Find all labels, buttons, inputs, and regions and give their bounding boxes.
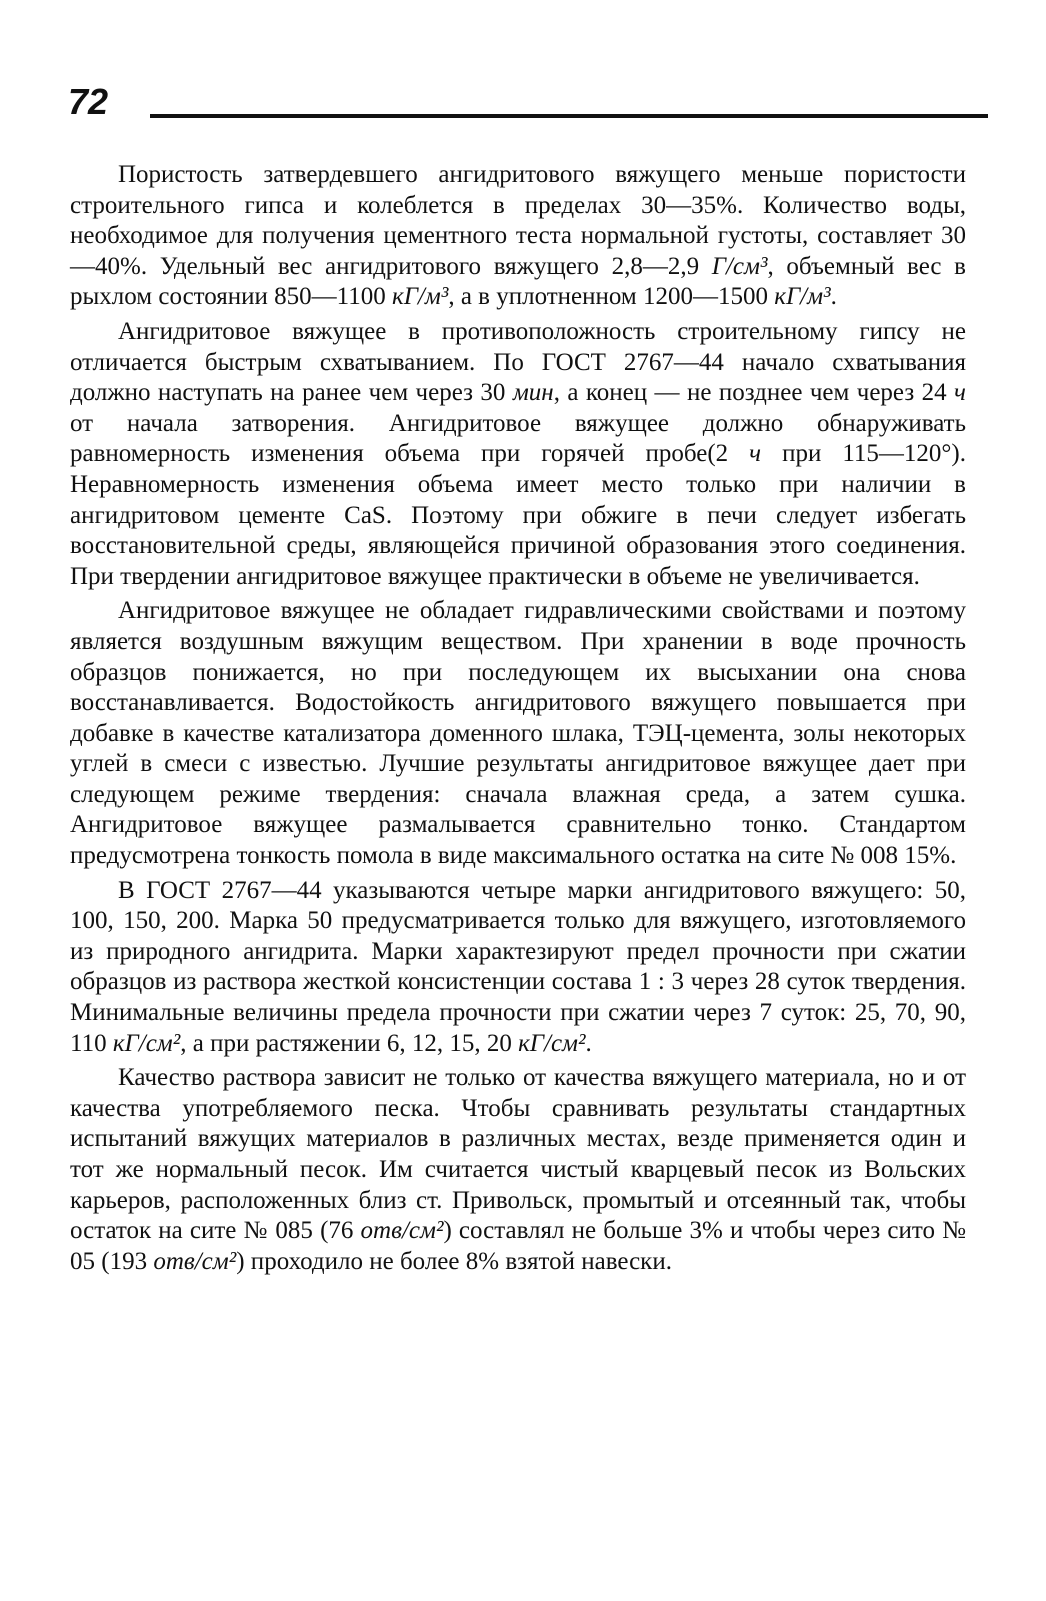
unit-text: кГ/см² (518, 1029, 586, 1057)
text-run: , а в уплотненном 1200—1500 (448, 283, 775, 311)
page-header (68, 80, 988, 124)
unit-text: отв/см² (360, 1217, 444, 1245)
text-run: , а конец — не позднее чем через 24 (553, 379, 955, 407)
text-run: ) составлял не больше 3% и чтобы через сито № 05 (193 (70, 1217, 966, 1275)
text-run: ) проходило не более 8% взятой навески. (236, 1247, 672, 1275)
paragraph-1 (70, 160, 966, 313)
text-run: , а при растяжении 6, 12, 15, 20 (180, 1029, 519, 1057)
paragraph-2 (70, 317, 966, 592)
text-run: при 115—120°). Неравномерность изменения объема имеет место только при наличии в ангидритовом цементе CaS. Поэтому при обжиге в печи следует избегать восстановительной среды, являющейся причиной образования этого соединения. При твердении ангидритовое вяжущее практически в объеме не увеличивается. (70, 440, 967, 590)
text-run: В ГОСТ 2767—44 указываются четыре марки ангидритового вяжущего: 50, 100, 150, 200. Марка 50 предусматривается только для вяжущего, изготовляемого из природного ангидрита. Марки характезируют предел прочности при сжатии образцов из раствора жесткой консистенции состава 1 : 3 через 28 суток твердения. Минимальные величины предела прочности при сжатии через 7 суток: 25, 70, 90, 110 (70, 876, 966, 1057)
text-run: . (585, 1029, 592, 1057)
text-run: . (830, 283, 837, 311)
text-run: Качество раствора зависит не только от качества вяжущего материала, но и от качества употребляемого песка. Чтобы сравнивать результаты стандартных испытаний вяжущих материалов в различных местах, везде применяется один и тот же нормальный песок. Им считается чистый кварцевый песок из Вольских карьеров, расположенных близ ст. Привольск, промытый и отсеянный так, чтобы остаток на сите № 085 (76 (70, 1064, 966, 1245)
paragraph-4 (70, 876, 966, 1060)
unit-text: кГ/м³ (392, 283, 449, 311)
unit-text: кГ/см² (112, 1029, 181, 1057)
text-run: Ангидритовое вяжущее не обладает гидравлическими свойствами и поэтому является воздушным вяжущим веществом. При хранении в воде прочность образцов понижается, но при последующем их высыхании она снова восстанавливается. Водостойкость ангидритового вяжущего повышается при добавке в качестве катализатора доменного шлака, ТЭЦ-цемента, золы некоторых углей в смеси с известью. Лучшие результаты ангидритовое вяжущее дает при следующем режиме твердения: сначала влажная среда, а затем сушка. Ангидритовое вяжущее размалывается сравнительно тонко. Стандартом предусмотрена тонкость помола в виде максимального остатка на сите № 008 15%. (70, 597, 966, 870)
unit-text: мин (512, 379, 554, 407)
header-rule (150, 114, 988, 118)
paragraph-3 (70, 596, 966, 871)
body-text (70, 160, 966, 1277)
text-run: , объемный вес в рыхлом состоянии 850—1100 (70, 252, 966, 311)
text-run: Пористость затвердевшего ангидритового вяжущего меньше пористости строительного гипса и колеблется в пределах 30—35%. Количество воды, необходимое для получения цементного теста нормальной густоты, составляет 30—40%. Удельный вес ангидритового вяжущего 2,8—2,9 (70, 161, 966, 280)
paragraph-5 (70, 1063, 966, 1277)
page-number: 72 (68, 81, 109, 122)
unit-text: ч (749, 440, 762, 468)
unit-text: ч (954, 379, 966, 407)
unit-text: отв/см² (153, 1247, 237, 1275)
text-run: от начала затворения. Ангидритовое вяжущее должно обнаруживать равномерность изменения объема при горячей пробе(2 (70, 409, 966, 468)
unit-text: Г/см³ (711, 252, 768, 280)
unit-text: кГ/м³ (774, 283, 831, 311)
text-run: Ангидритовое вяжущее в противоположность строительному гипсу не отличается быстрым схватыванием. По ГОСТ 2767—44 начало схватывания должно наступать на ранее чем через 30 (70, 317, 966, 407)
